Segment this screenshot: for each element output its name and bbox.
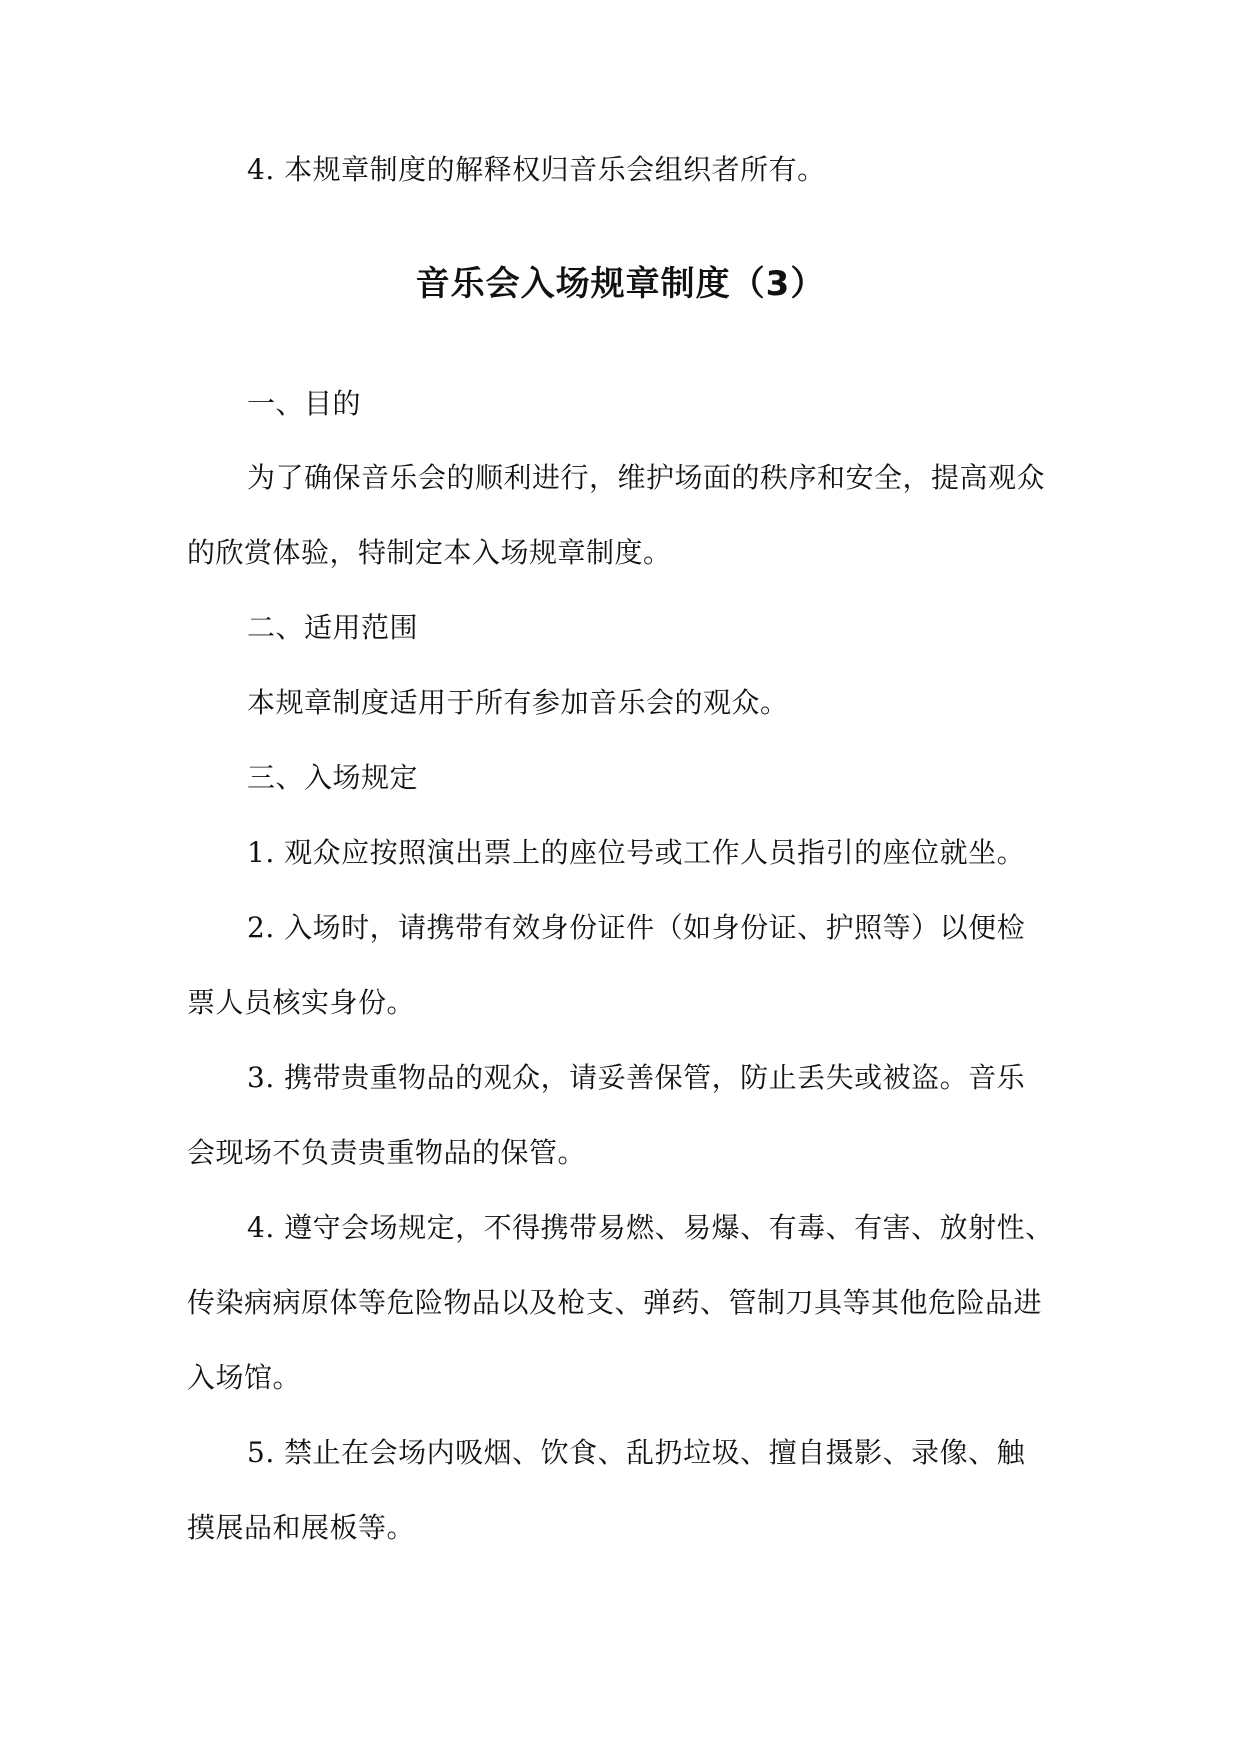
rule-item-5-line-1: 5. 禁止在会场内吸烟、饮食、乱扔垃圾、擅自摄影、录像、触 (247, 1436, 1026, 1469)
rule-item-1-line-1: 1. 观众应按照演出票上的座位号或工作人员指引的座位就坐。 (247, 836, 1026, 869)
rule-item-4-line-1: 4. 遵守会场规定，不得携带易燃、易爆、有毒、有害、放射性、 (247, 1211, 1054, 1244)
rule-item-4-line-2: 传染病病原体等危险物品以及枪支、弹药、管制刀具等其他危险品进 (187, 1286, 1043, 1319)
section-heading-purpose: 一、目的 (247, 387, 362, 420)
section-heading-scope: 二、适用范围 (247, 611, 419, 644)
rule-item-5-line-2: 摸展品和展板等。 (187, 1511, 416, 1544)
section-heading-rules: 三、入场规定 (247, 761, 419, 794)
previous-rule-item: 4. 本规章制度的解释权归音乐会组织者所有。 (247, 153, 826, 186)
purpose-paragraph-line-2: 的欣赏体验，特制定本入场规章制度。 (187, 536, 672, 569)
rule-item-3-line-1: 3. 携带贵重物品的观众，请妥善保管，防止丢失或被盗。音乐 (247, 1061, 1026, 1094)
rule-item-2-line-2: 票人员核实身份。 (187, 986, 416, 1019)
scope-paragraph: 本规章制度适用于所有参加音乐会的观众。 (247, 686, 789, 719)
rule-item-3-line-2: 会现场不负责贵重物品的保管。 (187, 1136, 587, 1169)
document-title: 音乐会入场规章制度（3） (415, 264, 826, 304)
rule-item-4-line-3: 入场馆。 (187, 1361, 302, 1394)
purpose-paragraph-line-1: 为了确保音乐会的顺利进行，维护场面的秩序和安全，提高观众 (247, 461, 1046, 494)
rule-item-2-line-1: 2. 入场时，请携带有效身份证件（如身份证、护照等）以便检 (247, 911, 1026, 944)
